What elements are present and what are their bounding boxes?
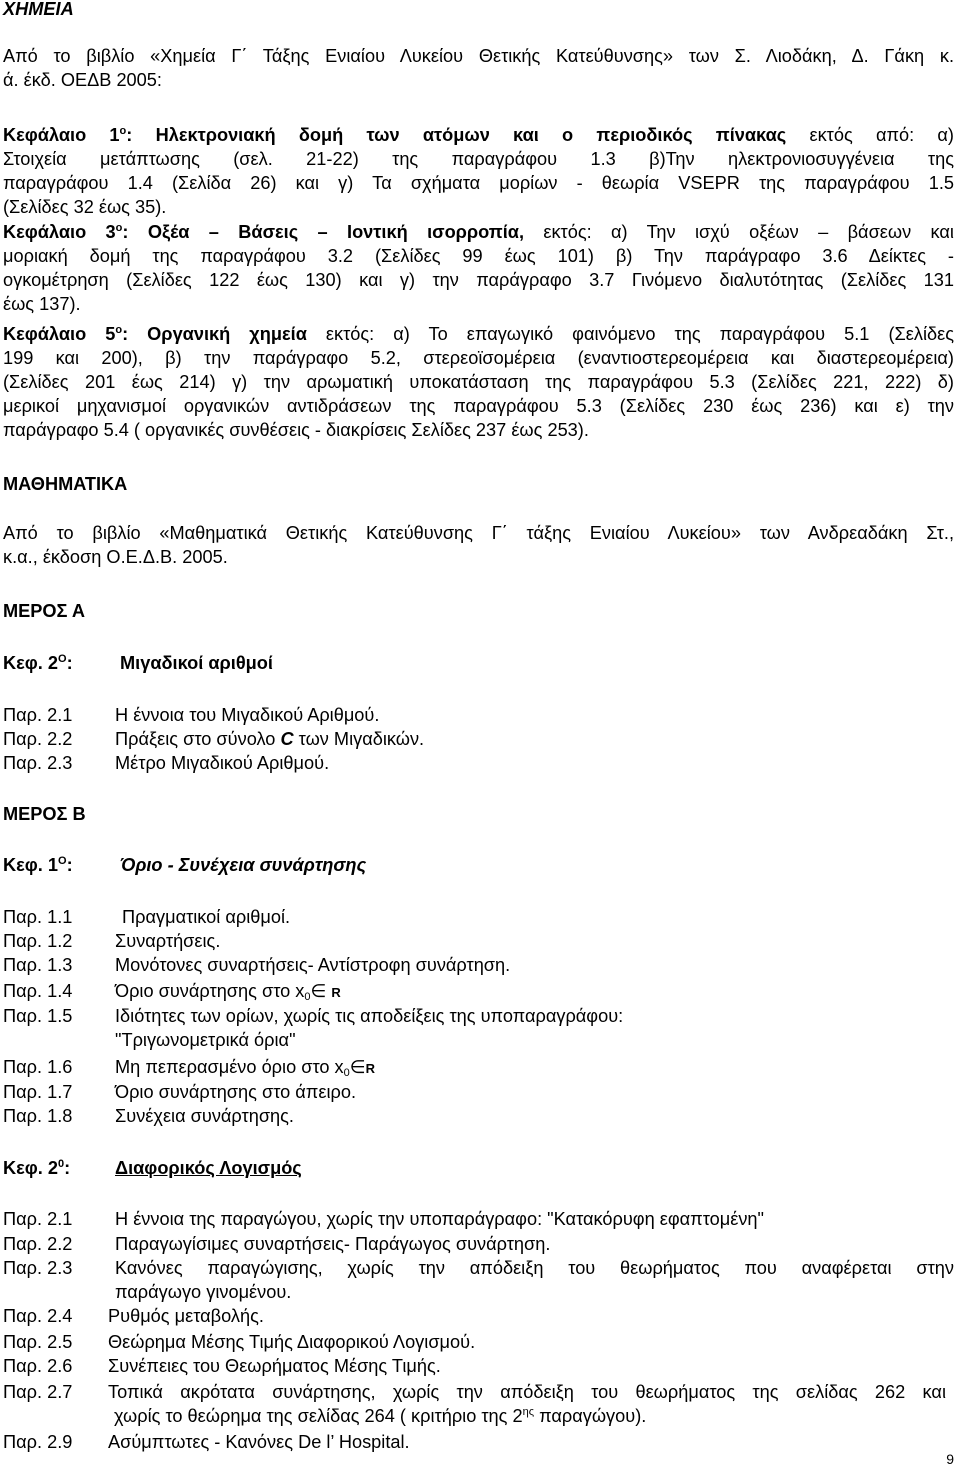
part-b-item-num: Παρ. 2.2 bbox=[3, 1234, 73, 1254]
part-b-item-num: Παρ. 2.3 bbox=[3, 1258, 73, 1278]
part-b-chapter-1-title: Όριο - Συνέχεια συνάρτησης bbox=[120, 855, 367, 875]
part-b-item-num: Παρ. 2.4 bbox=[3, 1306, 73, 1326]
chapter-5-label: Κεφάλαιο $5^o$: Οργανική χημεία bbox=[3, 324, 307, 344]
part-b-chapter-1-label: Κεφ. $1^O$: bbox=[3, 855, 73, 875]
chemistry-heading: ΧΗΜΕΙΑ bbox=[3, 0, 74, 19]
part-b-item-num: Παρ. 1.1 bbox=[3, 907, 73, 927]
part-b-item-num: Παρ. 2.6 bbox=[3, 1356, 73, 1376]
part-b-item-num: Παρ. 1.8 bbox=[3, 1106, 73, 1126]
part-b-item-text: Κανόνες παραγώγισης, χωρίς την απόδειξη του θεωρήματος που αναφέρεται στην bbox=[115, 1258, 954, 1278]
part-a-chapter-title: Μιγαδικοί αριθμοί bbox=[120, 653, 273, 673]
part-a-title: ΜΕΡΟΣ Α bbox=[3, 601, 85, 621]
chemistry-source-line-2: ά. έκδ. ΟΕΔΒ 2005: bbox=[3, 70, 162, 90]
chapter-1-label: Κεφάλαιο $1^o$: Ηλεκτρονιακή δομή των ατόμων και ο περιοδικός πίνακας bbox=[3, 125, 787, 145]
part-b-item-num: Παρ. 2.1 bbox=[3, 1209, 73, 1229]
chemistry-chapter-1: Κεφάλαιο $1^o$: Ηλεκτρονιακή δομή των ατόμων και ο περιοδικός πίνακας εκτός από: α) Στοιχεία μετάπτωσης (σελ. 21-22) της παραγράφου 1.3 β)Την ηλεκτρονιοσυγγένεια της παραγράφου 1.4 (Σελίδα 26) και γ) Τα σχήματα μορίων - θεωρία VSEPR της παραγράφου 1.5 (Σελίδες 32 έως 35). bbox=[3, 125, 954, 217]
part-b-item-text: Ρυθμός μεταβολής. bbox=[108, 1306, 264, 1326]
part-b-item-num: Παρ. 1.2 bbox=[3, 931, 73, 951]
part-b-item-text: Συνέπειες του Θεωρήματος Μέσης Τιμής. bbox=[108, 1356, 441, 1376]
part-b-item-num: Παρ. 2.7 bbox=[3, 1382, 73, 1402]
part-b-item-text: Συναρτήσεις. bbox=[115, 931, 221, 951]
math-heading: ΜΑΘΗΜΑΤΙΚΑ bbox=[3, 474, 128, 494]
part-b-item-text-cont: χωρίς το θεώρημα της σελίδας 264 ( κριτήριο της $2^{\eta\varsigma}$ παραγώγου). bbox=[114, 1406, 647, 1426]
complex-set-symbol: C bbox=[280, 729, 294, 749]
math-source-line-2: κ.α., έκδοση Ο.Ε.Δ.Β. 2005. bbox=[3, 547, 228, 567]
chapter-3-label: Κεφάλαιο $3^o$: Οξέα – Βάσεις – Ιοντική ισορροπία, bbox=[3, 222, 524, 242]
element-of-symbol: ∈ bbox=[310, 981, 327, 1001]
part-b-item-num: Παρ. 2.5 bbox=[3, 1332, 73, 1352]
part-b-item-text-cont: "Τριγωνομετρικά όρια" bbox=[115, 1030, 296, 1050]
part-b-item-text: Τοπικά ακρότατα συνάρτησης, χωρίς την απόδειξη του θεωρήματος της σελίδας 262 και bbox=[108, 1382, 946, 1402]
part-a-item-text: Η έννοια του Μιγαδικού Αριθμού. bbox=[115, 705, 380, 725]
element-of-symbol: ∈ bbox=[349, 1057, 366, 1077]
part-b-item-text: Θεώρημα Μέσης Τιμής Διαφορικού Λογισμού. bbox=[108, 1332, 476, 1352]
chemistry-chapter-5: Κεφάλαιο $5^o$: Οργανική χημεία εκτός: α) Το επαγωγικό φαινόμενο της παραγράφου 5.1 (Σελίδες 199 και 200), β) την παράγραφο 5.2, στερεοϊσομέρεια (εναντιοστερεομέρεια και διαστερεομέρεια) (Σελίδες 201 έως 214) γ) την αρωματική υποκατάσταση της παραγράφου 5.3 (Σελίδες 221, 222) δ) μερικοί μηχανισμοί οργανικών αντιδράσεων της παραγράφου 5.3 (Σελίδες 230 έως 236) και ε) την παράγραφο 5.4 ( οργανικές συνθέσεις - διακρίσεις Σελίδες 237 έως 253). bbox=[3, 324, 954, 440]
part-b-item-text: Όριο συνάρτησης στο άπειρο. bbox=[115, 1082, 357, 1102]
part-a-item-text: Πράξεις στο σύνολο C των Μιγαδικών. bbox=[115, 729, 425, 749]
part-b-item-num: Παρ. 1.7 bbox=[3, 1082, 73, 1102]
part-a-chapter-label: Κεφ. $2^O$: bbox=[3, 653, 73, 673]
part-b-chapter-2-title: Διαφορικός Λογισμός bbox=[115, 1158, 302, 1178]
math-source-line-1: Από το βιβλίο «Μαθηματικά Θετικής Κατεύθυνσης Γ΄ τάξης Ενιαίου Λυκείου» των Ανδρεαδάκη Στ., bbox=[3, 523, 954, 543]
part-b-item-num: Παρ. 2.9 bbox=[3, 1432, 73, 1452]
part-b-item-num: Παρ. 1.4 bbox=[3, 981, 73, 1001]
reals-set-symbol: R bbox=[365, 1061, 376, 1076]
page-number: 9 bbox=[946, 1451, 954, 1467]
part-b-item-text: Ιδιότητες των ορίων, χωρίς τις αποδείξεις της υποπαραγράφου: bbox=[115, 1006, 624, 1026]
math-source bbox=[3, 521, 954, 569]
chemistry-source bbox=[3, 44, 954, 92]
part-a-item-num: Παρ. 2.1 bbox=[3, 705, 73, 725]
reals-set-symbol: R bbox=[331, 985, 341, 1000]
part-b-item-text: Όριο συνάρτησης στο $x_0\in$ R bbox=[115, 981, 341, 1003]
part-b-item-num: Παρ. 1.3 bbox=[3, 955, 73, 975]
part-b-title: ΜΕΡΟΣ Β bbox=[3, 804, 86, 824]
part-a-item-num: Παρ. 2.2 bbox=[3, 729, 73, 749]
chemistry-chapter-3: Κεφάλαιο $3^o$: Οξέα – Βάσεις – Ιοντική ισορροπία, εκτός: α) Την ισχύ οξέων – βάσεων και μοριακή δομή της παραγράφου 3.2 (Σελίδες 99 έως 101) β) Την παράγραφο 3.6 Δείκτες - ογκομέτρηση (Σελίδες 122 έως 130) και γ) την παράγραφο 3.7 Γινόμενο διαλυτότητας (Σελίδες 131 έως 137). bbox=[3, 222, 954, 314]
part-b-item-num: Παρ. 1.5 bbox=[3, 1006, 73, 1026]
part-a-item-text: Μέτρο Μιγαδικού Αριθμού. bbox=[115, 753, 330, 773]
part-b-item-num: Παρ. 1.6 bbox=[3, 1057, 73, 1077]
part-b-item-text-cont: παράγωγο γινομένου. bbox=[115, 1282, 292, 1302]
part-b-item-text: Συνέχεια συνάρτησης. bbox=[115, 1106, 294, 1126]
part-b-chapter-2-label: Κεφ. $2^0$: bbox=[3, 1158, 71, 1178]
chemistry-source-line-1: Από το βιβλίο «Χημεία Γ΄ Τάξης Ενιαίου Λυκείου Θετικής Κατεύθυνσης» των Σ. Λιοδάκη, Δ. Γάκη κ. bbox=[3, 46, 954, 66]
part-b-item-text: Ασύμπτωτες - Κανόνες De l’ Hospital. bbox=[108, 1432, 410, 1452]
part-b-item-text: Μονότονες συναρτήσεις- Αντίστροφη συνάρτηση. bbox=[115, 955, 511, 975]
part-b-item-text: Μη πεπερασμένο όριο στο $x_0\in R$ bbox=[115, 1057, 376, 1079]
part-b-item-text: Πραγματικοί αριθμοί. bbox=[122, 907, 291, 927]
part-b-item-text: Η έννοια της παραγώγου, χωρίς την υποπαράγραφο: "Κατακόρυφη εφαπτομένη" bbox=[115, 1209, 765, 1229]
part-b-item-text: Παραγωγίσιμες συναρτήσεις- Παράγωγος συνάρτηση. bbox=[115, 1234, 551, 1254]
part-a-item-num: Παρ. 2.3 bbox=[3, 753, 73, 773]
